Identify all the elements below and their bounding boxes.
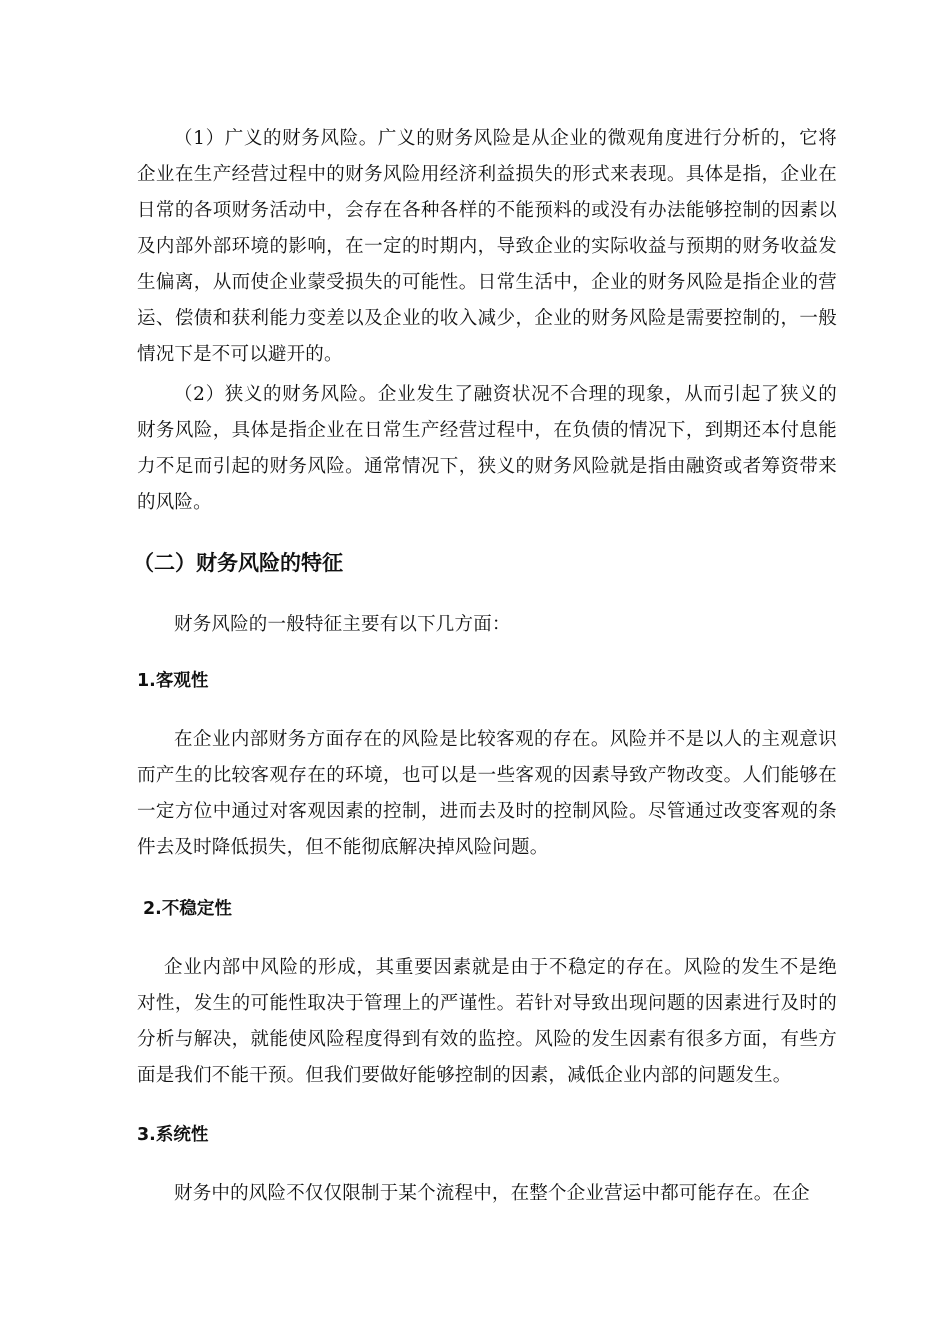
paragraph-systematic: 财务中的风险不仅仅限制于某个流程中，在整个企业营运中都可能存在。在企 <box>174 1183 810 1204</box>
subheading-systematic: 3.系统性 <box>137 1125 209 1145</box>
paragraph-instability: 企业内部中风险的形成，其重要因素就是由于不稳定的存在。风险的发生不是绝对性，发生的可能性取决于管理上的严谨性。若针对导致出现问题的因素进行及时的分析与解决，就能使风险程度得到有效的监控。风险的发生因素有很多方面，有些方面是我们不能干预。但我们要做好能够控制的因素，减低企业内部的问题发生。 <box>137 957 837 1086</box>
paragraph-features-intro: 财务风险的一般特征主要有以下几方面： <box>174 614 511 635</box>
paragraph-broad-financial-risk: （1）广义的财务风险。广义的财务风险是从企业的微观角度进行分析的，它将企业在生产经营过程中的财务风险用经济利益损失的形式来表现。具体是指，企业在日常的各项财务活动中，会存在各种各样的不能预料的或没有办法能够控制的因素以及内部外部环境的影响，在一定的时期内，导致企业的实际收益与预期的财务收益发生偏离，从而使企业蒙受损失的可能性。日常生活中，企业的财务风险是指企业的营运、偿债和获利能力变差以及企业的收入减少，企业的财务风险是需要控制的，一般情况下是不可以避开的。 <box>137 128 837 365</box>
subheading-objectivity: 1.客观性 <box>137 671 209 691</box>
paragraph-objectivity: 在企业内部财务方面存在的风险是比较客观的存在。风险并不是以人的主观意识而产生的比较客观存在的环境，也可以是一些客观的因素导致产物改变。人们能够在一定方位中通过对客观因素的控制，进而去及时的控制风险。尽管通过改变客观的条件去及时降低损失，但不能彻底解决掉风险问题。 <box>137 729 837 858</box>
section-heading-features: （二）财务风险的特征 <box>133 551 343 575</box>
paragraph-narrow-financial-risk: （2）狭义的财务风险。企业发生了融资状况不合理的现象，从而引起了狭义的财务风险，具体是指企业在日常生产经营过程中，在负债的情况下，到期还本付息能力不足而引起的财务风险。通常情况下，狭义的财务风险就是指由融资或者筹资带来的风险。 <box>137 384 837 513</box>
subheading-instability: 2.不稳定性 <box>143 899 232 919</box>
